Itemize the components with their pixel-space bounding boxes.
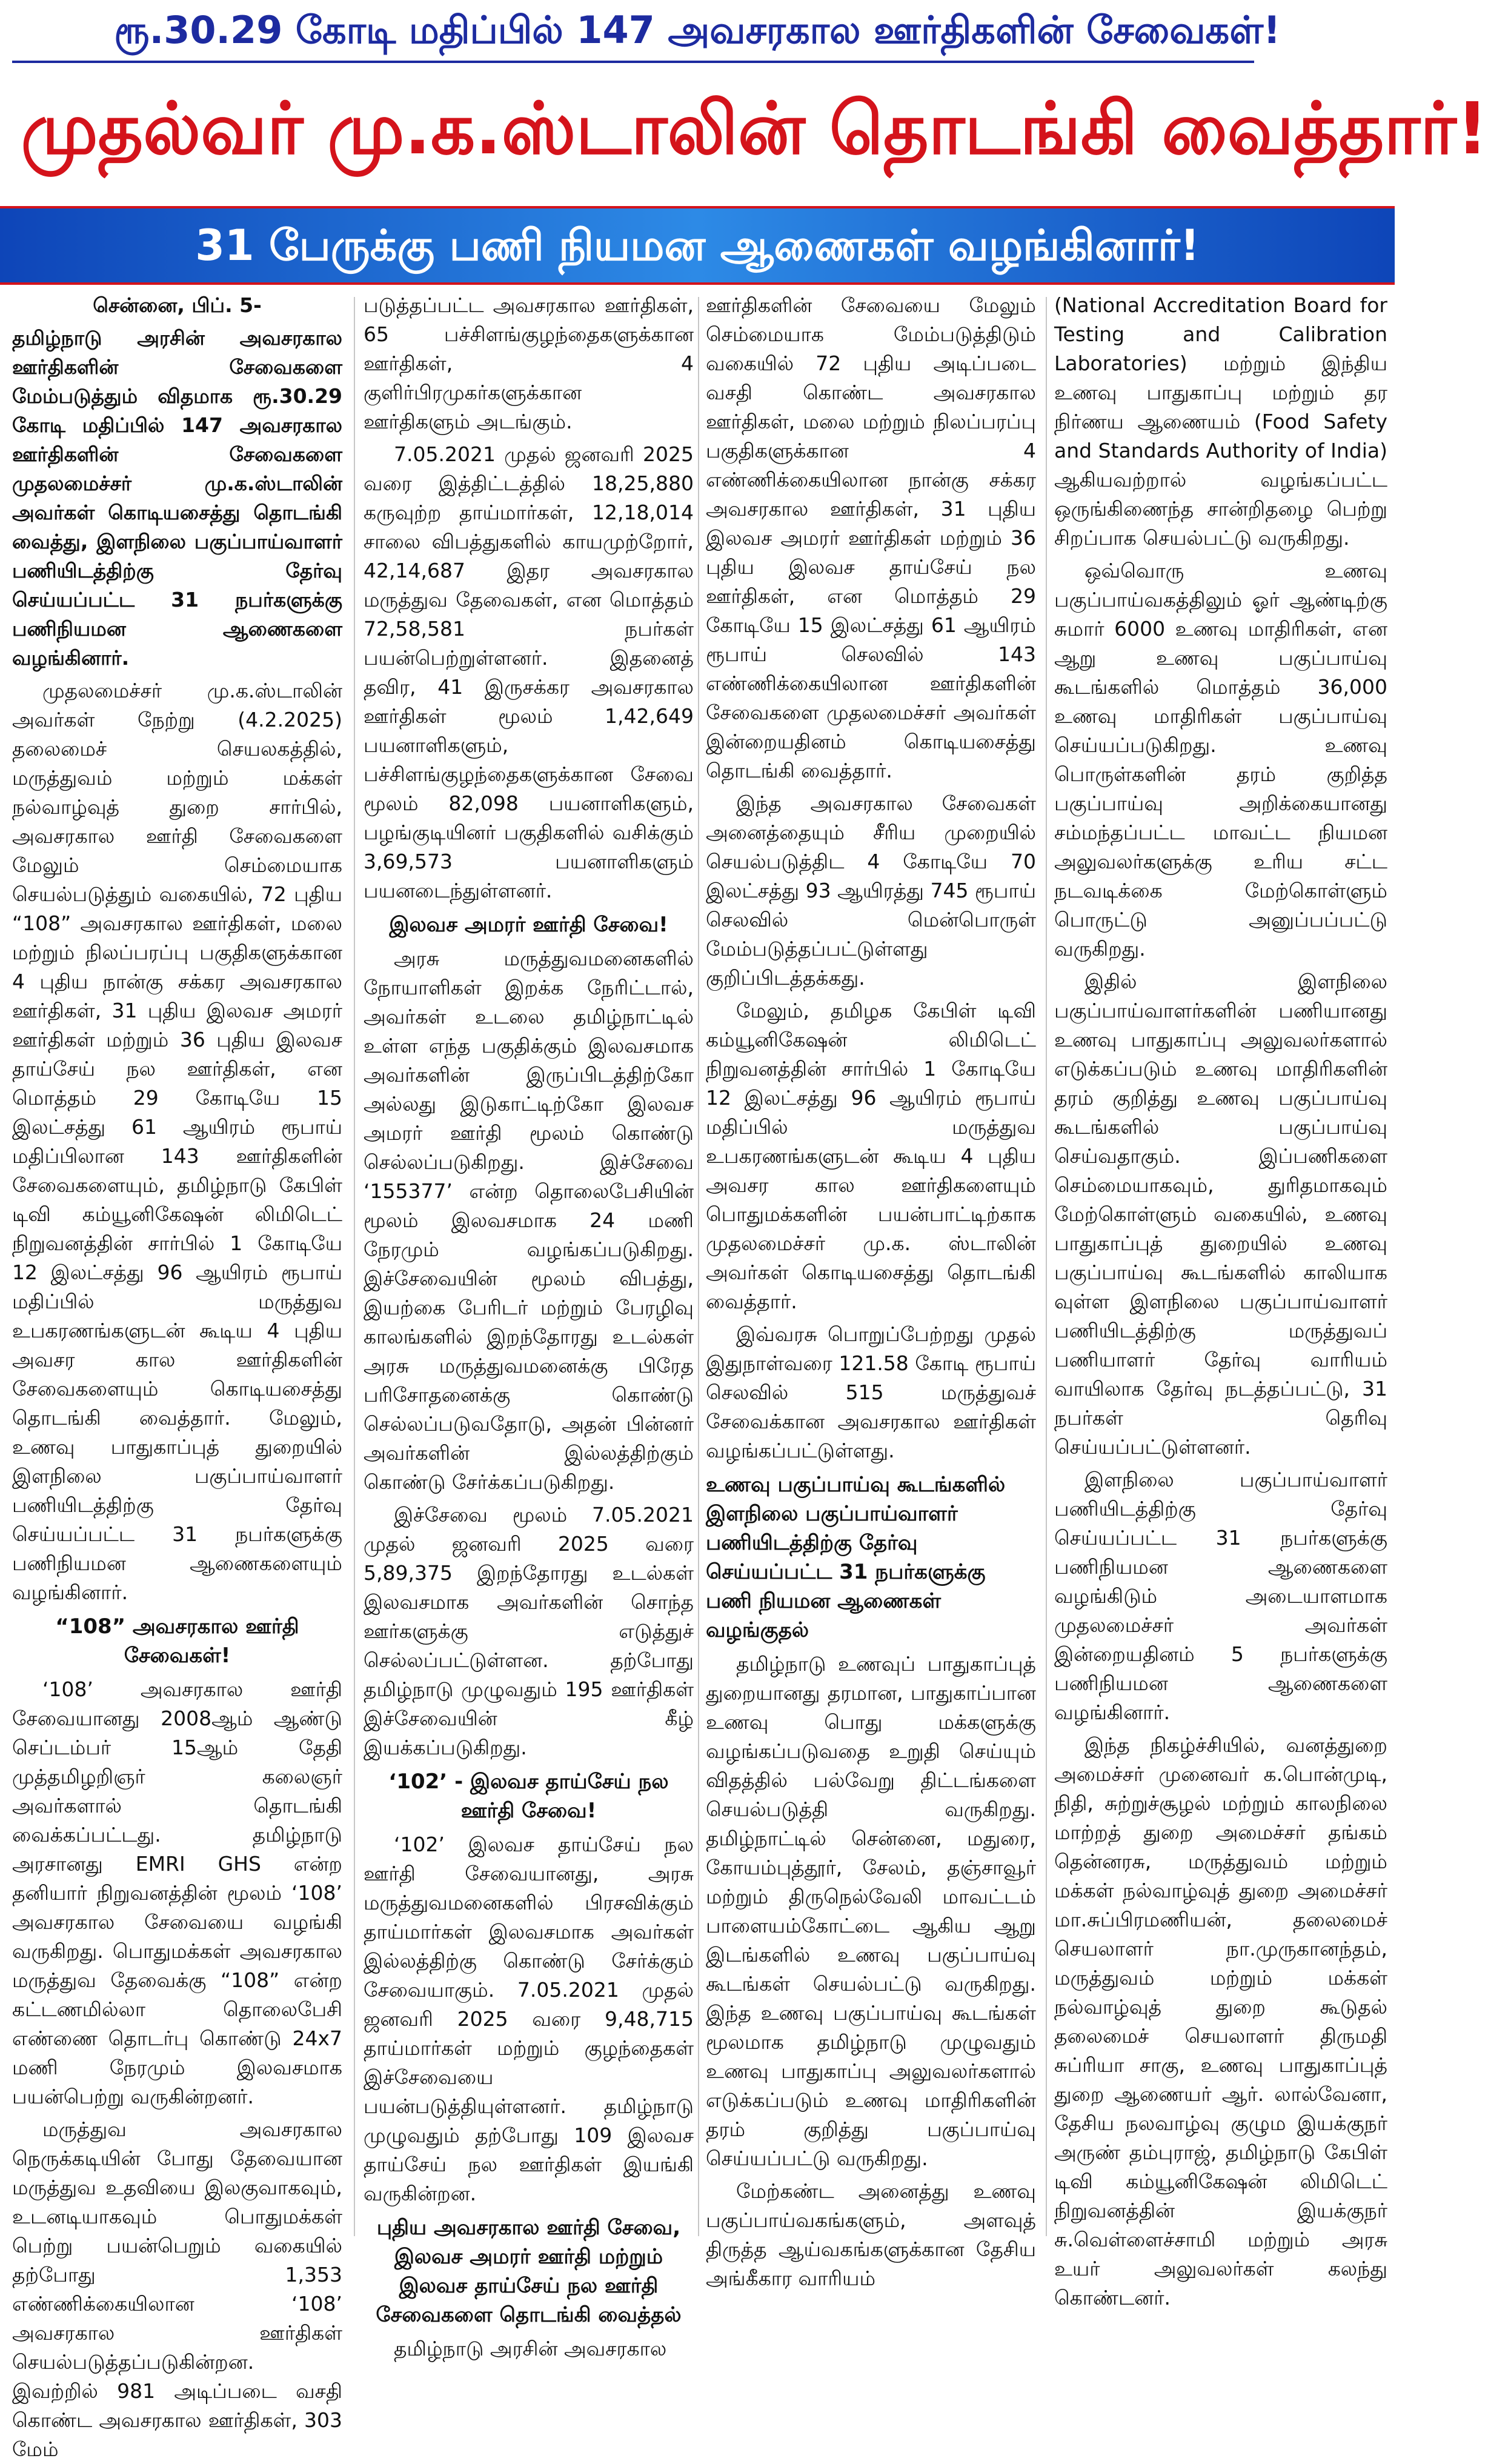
column-divider xyxy=(1046,297,1047,2236)
body-paragraph: மேற்கண்ட அனைத்து உணவு பகுப்பாய்வகங்களும், அளவுத் திருத்த ஆய்வகங்களுக்கான தேசிய அங்கீகார வாரியம் xyxy=(706,2179,1036,2290)
body-paragraph: முதலமைச்சர் மு.க.ஸ்டாலின் அவர்கள் நேற்று (4.2.2025) தலைமைச் செயலகத்தில், மருத்துவம் மற்றும் மக்கள் நல்வாழ்வுத் துறை சார்பில், அவசரகால ஊர்தி சேவைகளை மேலும் செம்மையாக செயல்படுத்தும் வகையில், 72 புதிய “108” அவசரகால ஊர்திகள், மலை மற்றும் நிலப்பரப்பு பகுதிகளுக்கான 4 புதிய நான்கு சக்கர அவசரகால ஊர்திகள், 31 புதிய இலவச அமரர் ஊர்திகள் மற்றும் 36 புதிய இலவச தாய்சேய் நல ஊர்திகள், என மொத்தம் 29 கோடியே 15 இலட்சத்து 61 ஆயிரம் ரூபாய் மதிப்பிலான 143 ஊர்திகளின் சேவைகளையும், தமிழ்நாடு கேபிள் டிவி கம்யூனிகேஷன் லிமிடெட் நிறுவனத்தின் சார்பில் 1 கோடியே 12 இலட்சத்து 96 ஆயிரம் ரூபாய் மதிப்பில் மருத்துவ உபகரணங்களுடன் கூடிய 4 புதிய அவசர கால ஊர்திகளின் சேவைகளையும் கொடியசைத்து தொடங்கி வைத்தார். மேலும், உணவு பாதுகாப்புத் துறையில் இளநிலை பகுப்பாய்வாளர் பணியிடத்திற்கு தேர்வு செய்யப்பட்ட 31 நபர்களுக்கு பணிநியமன ஆணைகளையும் வழங்கினார். xyxy=(12,679,342,1604)
column-divider xyxy=(698,297,699,2236)
banner-text: 31 பேருக்கு பணி நியமன ஆணைகள் வழங்கினார்! xyxy=(195,221,1200,270)
body-paragraph: இளநிலை பகுப்பாய்வாளர் பணியிடத்திற்கு தேர்வு செய்யப்பட்ட 31 நபர்களுக்கு பணிநியமன ஆணைகளை வழங்கிடும் அடையாளமாக முதலமைச்சர் அவர்கள் இன்றையதினம் 5 நபர்களுக்கு பணிநியமன ஆணைகளை வழங்கினார். xyxy=(1054,1468,1387,1724)
subheadline-banner xyxy=(0,206,1395,285)
article-column-4 xyxy=(1054,291,1387,2309)
lead-paragraph: தமிழ்நாடு அரசின் அவசரகால ஊர்திகளின் சேவைகளை மேம்படுத்தும் விதமாக ரூ.30.29 கோடி மதிப்பில் 147 அவசரகால ஊர்திகளின் சேவைகளை முதலமைச்சர் மு.க.ஸ்டாலின் அவர்கள் கொடியசைத்து தொடங்கி வைத்து, இளநிலை பகுப்பாய்வாளர் பணியிடத்திற்கு தேர்வு செய்யப்பட்ட 31 நபர்களுக்கு பணிநியமன ஆணைகளை வழங்கினார். xyxy=(12,326,342,670)
body-paragraph: ‘108’ அவசரகால ஊர்தி சேவையானது 2008ஆம் ஆண்டு செப்டம்பர் 15ஆம் தேதி முத்தமிழறிஞர் கலைஞர் அவர்களால் தொடங்கி வைக்கப்பட்டது. தமிழ்நாடு அரசானது EMRI GHS என்ற தனியார் நிறுவனத்தின் மூலம் ‘108’ அவசரகால சேவையை வழங்கி வருகிறது. பொதுமக்கள் அவசரகால மருத்துவ தேவைக்கு “108” என்ற கட்டணமில்லா தொலைபேசி எண்ணை தொடர்பு கொண்டு 24x7 மணி நேரமும் இலவசமாக பயன்பெற்று வருகின்றனர். xyxy=(12,1677,342,2108)
body-paragraph: இச்சேவை மூலம் 7.05.2021 முதல் ஜனவரி 2025 வரை 5,89,375 இறந்தோரது உடல்கள் இலவசமாக அவர்களின் சொந்த ஊர்களுக்கு எடுத்துச் செல்லப்பட்டுள்ளன. தற்போது தமிழ்நாடு முழுவதும் 195 ஊர்திகள் இச்சேவையின் கீழ் இயக்கப்படுகிறது. xyxy=(364,1503,694,1759)
kicker-headline: ரூ.30.29 கோடி மதிப்பில் 147 அவசரகால ஊர்திகளின் சேவைகள்! xyxy=(114,8,1281,52)
column-divider xyxy=(354,297,355,2236)
body-paragraph: 7.05.2021 முதல் ஜனவரி 2025 வரை இத்திட்டத்தில் 18,25,880 கருவுற்ற தாய்மார்கள், 12,18,014 சாலை விபத்துகளில் காயமுற்றோர், 42,14,687 இதர அவசரகால மருத்துவ தேவைகள், என மொத்தம் 72,58,581 நபர்கள் பயன்பெற்றுள்ளனர். இதனைத் தவிர, 41 இருசக்கர அவசரகால ஊர்திகள் மூலம் 1,42,649 பயனாளிகளும், பச்சிளங்குழந்தைகளுக்கான சேவை மூலம் 82,098 பயனாளிகளும், பழங்குடியினர் பகுதிகளில் வசிக்கும் 3,69,573 பயனாளிகளும் பயனடைந்துள்ளனர். xyxy=(364,442,694,902)
body-paragraph: மேலும், தமிழக கேபிள் டிவி கம்யூனிகேஷன் லிமிடெட் நிறுவனத்தின் சார்பில் 1 கோடியே 12 இலட்சத்து 96 ஆயிரம் ரூபாய் மதிப்பில் மருத்துவ உபகரணங்களுடன் கூடிய 4 புதிய அவசர கால ஊர்திகளையும் பொதுமக்களின் பயன்பாட்டிற்காக முதலமைச்சர் மு.க. ஸ்டாலின் அவர்கள் கொடியசைத்து தொடங்கி வைத்தார். xyxy=(706,999,1036,1313)
body-paragraph: ‘102’ இலவச தாய்சேய் நல ஊர்தி சேவையானது, அரசு மருத்துவமனைகளில் பிரசவிக்கும் தாய்மார்கள் இலவசமாக அவர்கள் இல்லத்திற்கு கொண்டு சேர்க்கும் சேவையாகும். 7.05.2021 முதல் ஜனவரி 2025 வரை 9,48,715 தாய்மார்கள் மற்றும் குழந்தைகள் இச்சேவையை பயன்படுத்தியுள்ளனர். தமிழ்நாடு முழுவதும் தற்போது 109 இலவச தாய்சேய் நல ஊர்திகள் இயங்கி வருகின்றன. xyxy=(364,1833,694,2205)
body-paragraph: இந்த நிகழ்ச்சியில், வனத்துறை அமைச்சர் முனைவர் க.பொன்முடி, நிதி, சுற்றுச்சூழல் மற்றும் காலநிலை மாற்றத் துறை அமைச்சர் தங்கம் தென்னரசு, மருத்துவம் மற்றும் மக்கள் நல்வாழ்வுத் துறை அமைச்சர் மா.சுப்பிரமணியன், தலைமைச் செயலாளர் நா.முருகானந்தம், மருத்துவம் மற்றும் மக்கள் நல்வாழ்வுத் துறை கூடுதல் தலைமைச் செயலாளர் திருமதி சுப்ரியா சாகு, உணவு பாதுகாப்புத் துறை ஆணையர் ஆர். லால்வேனா, தேசிய நலவாழ்வு குழும இயக்குநர் அருண் தம்புராஜ், தமிழ்நாடு கேபிள் டிவி கம்யூனிகேஷன் லிமிடெட் நிறுவனத்தின் இயக்குநர் சு.வெள்ளைச்சாமி மற்றும் அரசு உயர் அலுவலர்கள் கலந்து கொண்டனர். xyxy=(1054,1733,1387,2309)
body-paragraph: (National Accreditation Board for Testing and Calibration Laboratories) மற்றும் இந்திய உணவு பாதுகாப்பு மற்றும் தர நிர்ணய ஆணையம் (Food Safety and Standards Authority of India) ஆகியவற்றால் வழங்கப்பட்ட ஒருங்கிணைந்த சான்றிதழை பெற்று சிறப்பாக செயல்பட்டு வருகிறது. xyxy=(1054,293,1387,550)
body-paragraph: படுத்தப்பட்ட அவசரகால ஊர்திகள், 65 பச்சிளங்குழந்தைகளுக்கான ஊர்திகள், 4 குளிர்பிரமுகர்களுக்கான ஊர்திகளும் அடங்கும். xyxy=(364,293,694,433)
article-column-1 xyxy=(12,291,342,2461)
section-heading-hearse: இலவச அமரர் ஊர்தி சேவை! xyxy=(389,913,668,937)
section-heading-launch: புதிய அவசரகால ஊர்தி சேவை, இலவச அமரர் ஊர்தி மற்றும் இலவச தாய்சேய் நல ஊர்தி சேவைகளை தொடங்கி வைத்தல் xyxy=(376,2216,682,2327)
main-headline: முதல்வர் மு.க.ஸ்டாலின் தொடங்கி வைத்தார்! xyxy=(21,87,1488,170)
section-heading-analyst-appointments: உணவு பகுப்பாய்வு கூடங்களில் இளநிலை பகுப்பாய்வாளர் பணியிடத்திற்கு தேர்வு செய்யப்பட்ட 31 நபர்களுக்கு பணி நியமன ஆணைகள் வழங்குதல் xyxy=(706,1473,1006,1642)
body-paragraph: ஊர்திகளின் சேவையை மேலும் செம்மையாக மேம்படுத்திடும் வகையில் 72 புதிய அடிப்படை வசதி கொண்ட அவசரகால ஊர்திகள், மலை மற்றும் நிலப்பரப்பு பகுதிகளுக்கான 4 எண்ணிக்கையிலான நான்கு சக்கர அவசரகால ஊர்திகள், 31 புதிய இலவச அமரர் ஊர்திகள் மற்றும் 36 புதிய இலவச தாய்சேய் நல ஊர்திகள், என மொத்தம் 29 கோடியே 15 இலட்சத்து 61 ஆயிரம் ரூபாய் செலவில் 143 எண்ணிக்கையிலான ஊர்திகளின் சேவைகளை முதலமைச்சர் அவர்கள் இன்றையதினம் கொடியசைத்து தொடங்கி வைத்தார். xyxy=(706,293,1036,782)
body-paragraph: மருத்துவ அவசரகால நெருக்கடியின் போது தேவையான மருத்துவ உதவியை இலகுவாகவும், உடனடியாகவும் பொதுமக்கள் பெற்று பயன்பெறும் வகையில் தற்போது 1,353 எண்ணிக்கையிலான ‘108’ அவசரகால ஊர்திகள் செயல்படுத்தப்படுகின்றன. இவற்றில் 981 அடிப்படை வசதி கொண்ட அவசரகால ஊர்திகள், 303 மேம் xyxy=(12,2117,342,2461)
body-paragraph: இவ்வரசு பொறுப்பேற்றது முதல் இதுநாள்வரை 121.58 கோடி ரூபாய் செலவில் 515 மருத்துவச் சேவைக்கான அவசரகால ஊர்திகள் வழங்கப்பட்டுள்ளது. xyxy=(706,1322,1036,1462)
section-heading-102: ‘102’ - இலவச தாய்சேய் நல ஊர்தி சேவை! xyxy=(388,1770,669,1823)
article-column-2 xyxy=(364,291,694,2360)
body-paragraph: இதில் இளநிலை பகுப்பாய்வாளர்களின் பணியானது உணவு பாதுகாப்பு அலுவலர்களால் எடுக்கப்படும் உணவு மாதிரிகளின் தரம் குறித்து உணவு பகுப்பாய்வு கூடங்களில் பகுப்பாய்வு செய்வதாகும். இப்பணிகளை செம்மையாகவும், துரிதமாகவும் மேற்கொள்ளும் வகையில், உணவு பாதுகாப்புத் துறையில் உணவு பகுப்பாய்வு கூடங்களில் காலியாக வுள்ள இளநிலை பகுப்பாய்வாளர் பணியிடத்திற்கு மருத்துவப் பணியாளர் தேர்வு வாரியம் வாயிலாக தேர்வு நடத்தப்பட்டு, 31 நபர்கள் தெரிவு செய்யப்பட்டுள்ளனர். xyxy=(1054,970,1387,1459)
dateline: சென்னை, பிப். 5- xyxy=(93,293,262,317)
body-paragraph: தமிழ்நாடு அரசின் அவசரகால xyxy=(394,2337,667,2360)
kicker-underline xyxy=(12,61,1254,63)
section-heading-108: “108” அவசரகால ஊர்தி சேவைகள்! xyxy=(55,1614,299,1668)
body-paragraph: இந்த அவசரகால சேவைகள் அனைத்தையும் சீரிய முறையில் செயல்படுத்திட 4 கோடியே 70 இலட்சத்து 93 ஆயிரத்து 745 ரூபாய் செலவில் மென்பொருள் மேம்படுத்தப்பட்டுள்ளது குறிப்பிடத்தக்கது. xyxy=(706,791,1036,990)
body-paragraph: ஒவ்வொரு உணவு பகுப்பாய்வகத்திலும் ஓர் ஆண்டிற்கு சுமார் 6000 உணவு மாதிரிகள், என ஆறு உணவு பகுப்பாய்வு கூடங்களில் மொத்தம் 36,000 உணவு மாதிரிகள் பகுப்பாய்வு செய்யப்படுகிறது. உணவு பொருள்களின் தரம் குறித்த பகுப்பாய்வு அறிக்கையானது சம்மந்தப்பட்ட மாவட்ட நியமன அலுவலர்களுக்கு உரிய சட்ட நடவடிக்கை மேற்கொள்ளும் பொருட்டு அனுப்பப்பட்டு வருகிறது. xyxy=(1054,559,1387,961)
article-column-3 xyxy=(706,291,1036,2290)
body-paragraph: தமிழ்நாடு உணவுப் பாதுகாப்புத் துறையானது தரமான, பாதுகாப்பான உணவு பொது மக்களுக்கு வழங்கப்படுவதை உறுதி செய்யும் விதத்தில் பல்வேறு திட்டங்களை செயல்படுத்தி வருகிறது. தமிழ்நாட்டில் சென்னை, மதுரை, கோயம்புத்தூர், சேலம், தஞ்சாவூர் மற்றும் திருநெல்வேலி மாவட்டம் பாளையம்கோட்டை ஆகிய ஆறு இடங்களில் உணவு பகுப்பாய்வு கூடங்கள் செயல்பட்டு வருகிறது. இந்த உணவு பகுப்பாய்வு கூடங்கள் மூலமாக தமிழ்நாடு முழுவதும் உணவு பாதுகாப்பு அலுவலர்களால் எடுக்கப்படும் உணவு மாதிரிகளின் தரம் குறித்து பகுப்பாய்வு செய்யப்பட்டு வருகிறது. xyxy=(706,1652,1036,2170)
body-paragraph: அரசு மருத்துவமனைகளில் நோயாளிகள் இறக்க நேரிட்டால், அவர்கள் உடலை தமிழ்நாட்டில் உள்ள எந்த பகுதிக்கும் இலவசமாக அவர்களின் இருப்பிடத்திற்கோ அல்லது இடுகாட்டிற்கோ இலவச அமரர் ஊர்தி மூலம் கொண்டு செல்லப்படுகிறது. இச்சேவை ‘155377’ என்ற தொலைபேசியின் மூலம் இலவசமாக 24 மணி நேரமும் வழங்கப்படுகிறது. இச்சேவையின் மூலம் விபத்து, இயற்கை பேரிடர் மற்றும் பேரழிவு காலங்களில் இறந்தோரது உடல்கள் அரசு மருத்துவமனைக்கு பிரேத பரிசோதனைக்கு கொண்டு செல்லப்படுவதோடு, அதன் பின்னர் அவர்களின் இல்லத்திற்கும் கொண்டு சேர்க்கப்படுகிறது. xyxy=(364,947,694,1494)
